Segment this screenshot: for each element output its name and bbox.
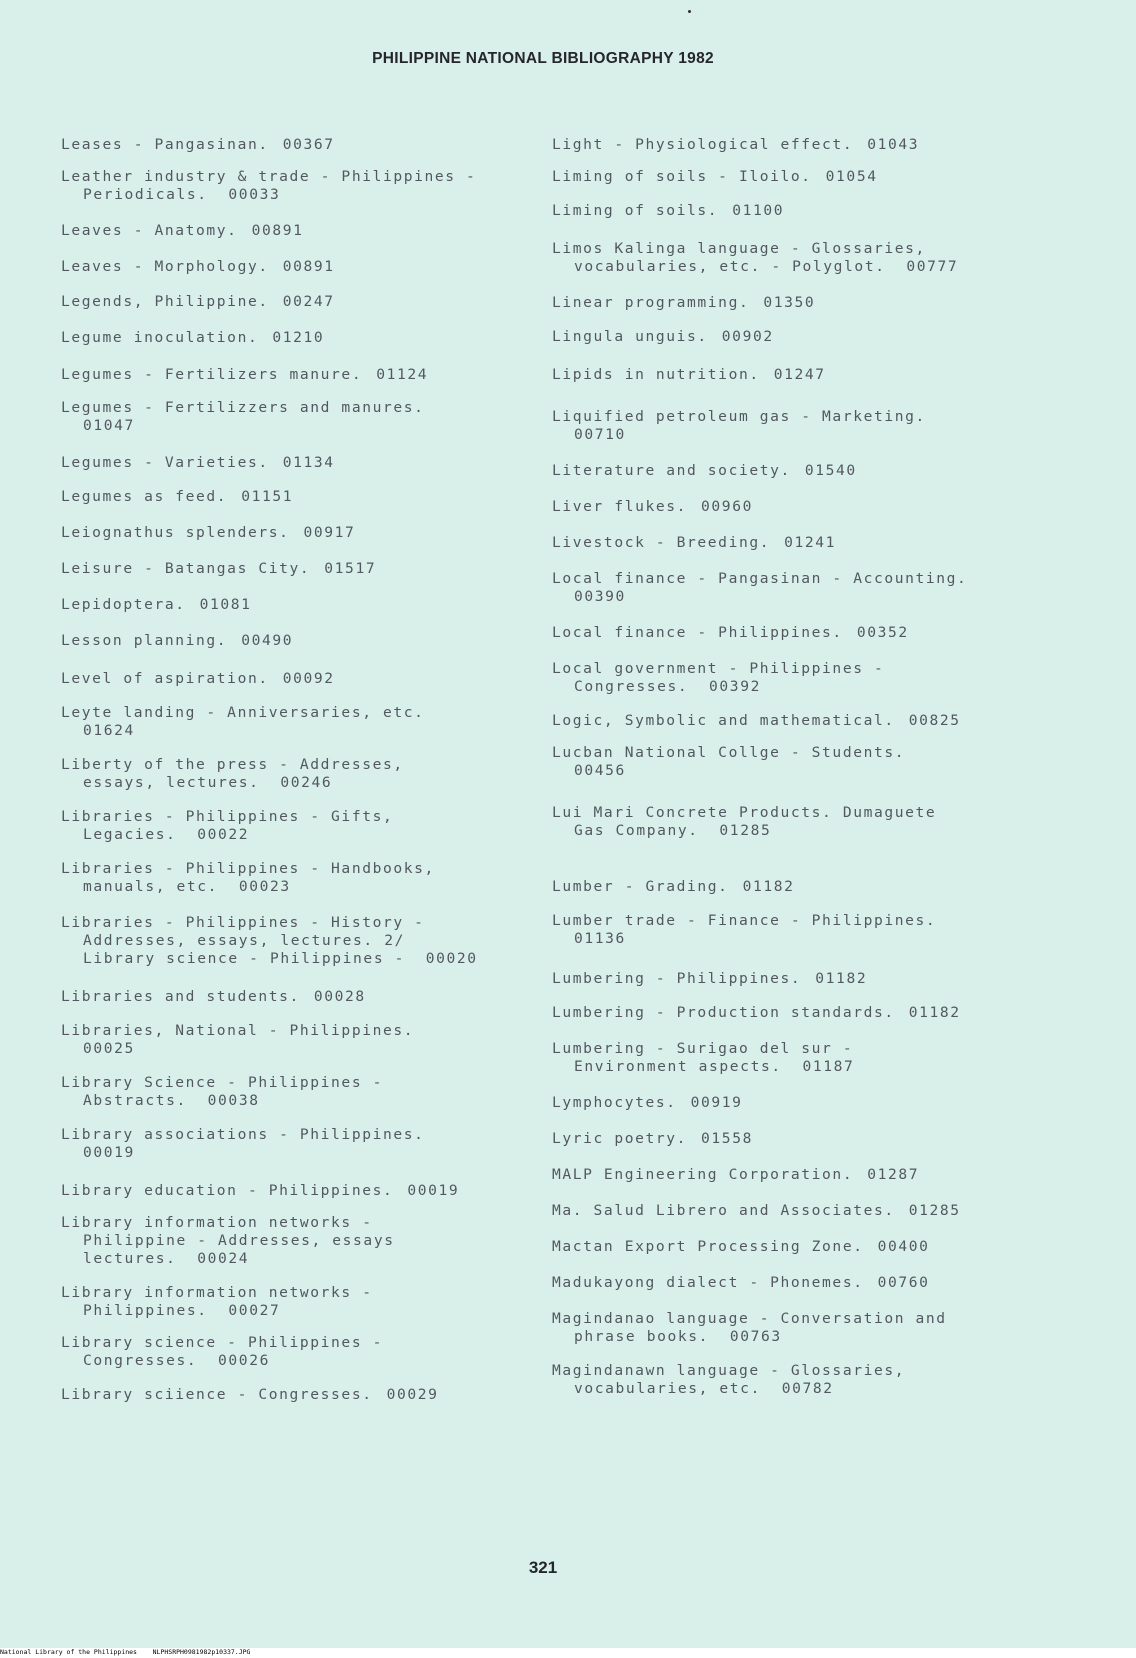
entry-number: 00367 bbox=[282, 136, 335, 153]
index-entry bbox=[552, 1166, 919, 1184]
entry-term: Libraries - Philippines - Gifts, bbox=[61, 808, 394, 825]
entry-term: Lipids in nutrition. bbox=[552, 366, 760, 383]
entry-term: Ma. Salud Librero and Associates. bbox=[552, 1202, 895, 1219]
entry-term: Liming of soils - Iloilo. bbox=[552, 168, 812, 185]
index-entry bbox=[552, 1094, 743, 1112]
entry-continuation: Philippines. bbox=[83, 1302, 208, 1319]
entry-number: 00020 bbox=[425, 950, 478, 967]
entry-number: 00763 bbox=[729, 1328, 782, 1345]
entry-number: 00710 bbox=[574, 426, 626, 443]
entry-number: 00092 bbox=[282, 670, 335, 687]
entry-number: 00919 bbox=[690, 1094, 743, 1111]
entry-term: Libraries - Philippines - Handbooks, bbox=[61, 860, 435, 877]
index-entry bbox=[552, 534, 836, 552]
entry-term: Legume inoculation. bbox=[61, 329, 259, 346]
entry-continuation: lectures. bbox=[83, 1250, 177, 1267]
entry-number: 00022 bbox=[197, 826, 250, 843]
entry-term: Library Science - Philippines - bbox=[61, 1074, 383, 1091]
footer-library: National Library of the Philippines bbox=[0, 1648, 137, 1656]
entry-term: Linear programming. bbox=[552, 294, 750, 311]
entry-term: Library sciience - Congresses. bbox=[61, 1386, 373, 1403]
entry-number: 01136 bbox=[574, 930, 626, 947]
index-entry bbox=[552, 462, 857, 480]
index-entry bbox=[61, 1284, 373, 1320]
index-entry bbox=[61, 293, 335, 311]
entry-term: Lepidoptera. bbox=[61, 596, 186, 613]
index-entry bbox=[552, 744, 905, 780]
entry-continuation: Legacies. bbox=[83, 826, 177, 843]
index-entry bbox=[61, 258, 335, 276]
entry-term: Library information networks - bbox=[61, 1284, 373, 1301]
entry-number: 00760 bbox=[877, 1274, 930, 1291]
entry-term: Livestock - Breeding. bbox=[552, 534, 771, 551]
index-entry bbox=[552, 878, 795, 896]
entry-number: 00024 bbox=[197, 1250, 250, 1267]
entry-number: 00019 bbox=[407, 1182, 460, 1199]
index-entry bbox=[552, 366, 826, 384]
entry-continuation: phrase books. bbox=[574, 1328, 710, 1345]
index-entry bbox=[552, 328, 774, 346]
entry-term: Leisure - Batangas City. bbox=[61, 560, 311, 577]
scan-footer bbox=[0, 1648, 250, 1656]
entry-number: 00019 bbox=[83, 1144, 135, 1161]
index-entry bbox=[61, 860, 435, 896]
entry-continuation: essays, lectures. bbox=[83, 774, 260, 791]
index-entry bbox=[552, 408, 926, 444]
index-entry bbox=[552, 202, 784, 220]
entry-term: Lesson planning. bbox=[61, 632, 228, 649]
entry-term: Local government - Philippines - bbox=[552, 660, 885, 677]
index-entry bbox=[552, 712, 961, 730]
entry-number: 01182 bbox=[815, 970, 868, 987]
entry-number: 00825 bbox=[908, 712, 961, 729]
index-entry bbox=[552, 1310, 947, 1346]
entry-term: Library science - Philippines - bbox=[61, 1334, 383, 1351]
entry-number: 01558 bbox=[701, 1130, 753, 1147]
index-entry bbox=[61, 914, 478, 968]
entry-continuation: Periodicals. bbox=[83, 186, 208, 203]
index-entry bbox=[61, 329, 324, 347]
entry-number: 00392 bbox=[709, 678, 761, 695]
entry-continuation: Library science - Philippines - bbox=[83, 950, 405, 967]
entry-continuation: manuals, etc. bbox=[83, 878, 219, 895]
index-entry bbox=[61, 808, 393, 844]
entry-continuation: Philippine - Addresses, essays bbox=[83, 1232, 395, 1249]
entry-term: Lumber trade - Finance - Philippines. bbox=[552, 912, 937, 929]
index-entry bbox=[61, 399, 425, 435]
entry-number: 01247 bbox=[773, 366, 826, 383]
entry-continuation: Addresses, essays, lectures. 2/ bbox=[83, 932, 405, 949]
entry-term: Leiognathus splenders. bbox=[61, 524, 290, 541]
index-entry bbox=[552, 570, 967, 606]
entry-number: 01047 bbox=[83, 417, 135, 434]
index-entry bbox=[552, 970, 867, 988]
entry-term: Lymphocytes. bbox=[552, 1094, 677, 1111]
entry-number: 01350 bbox=[763, 294, 816, 311]
entry-continuation: Abstracts. bbox=[83, 1092, 187, 1109]
entry-term: Local finance - Pangasinan - Accounting. bbox=[552, 570, 968, 587]
index-entry bbox=[552, 240, 958, 276]
entry-number: 00960 bbox=[701, 498, 753, 515]
entry-term: Liberty of the press - Addresses, bbox=[61, 756, 404, 773]
index-entry bbox=[61, 596, 252, 614]
entry-number: 00782 bbox=[781, 1380, 834, 1397]
index-entry bbox=[552, 1362, 905, 1398]
entry-number: 00490 bbox=[241, 632, 294, 649]
index-entry bbox=[61, 136, 335, 154]
entry-number: 01540 bbox=[804, 462, 857, 479]
index-entry bbox=[552, 1040, 854, 1076]
entry-term: Legumes - Fertilizers manure. bbox=[61, 366, 363, 383]
entry-number: 00038 bbox=[207, 1092, 260, 1109]
entry-number: 00891 bbox=[251, 222, 304, 239]
entry-term: Literature and society. bbox=[552, 462, 791, 479]
entry-term: Liver flukes. bbox=[552, 498, 688, 515]
entry-term: Library education - Philippines. bbox=[61, 1182, 394, 1199]
entry-term: Limos Kalinga language - Glossaries, bbox=[552, 240, 926, 257]
entry-number: 01517 bbox=[324, 560, 377, 577]
entry-term: Lingula unguis. bbox=[552, 328, 708, 345]
index-entry bbox=[552, 1130, 753, 1148]
entry-number: 01054 bbox=[825, 168, 878, 185]
index-entry bbox=[61, 560, 376, 578]
entry-continuation: Congresses. bbox=[83, 1352, 198, 1369]
entry-number: 00456 bbox=[574, 762, 626, 779]
entry-number: 00400 bbox=[877, 1238, 930, 1255]
entry-term: Local finance - Philippines. bbox=[552, 624, 843, 641]
entry-term: Mactan Export Processing Zone. bbox=[552, 1238, 864, 1255]
entry-number: 00247 bbox=[282, 293, 335, 310]
index-entry bbox=[552, 804, 936, 840]
entry-term: Leases - Pangasinan. bbox=[61, 136, 269, 153]
entry-number: 01285 bbox=[908, 1202, 961, 1219]
index-entry bbox=[61, 704, 425, 740]
entry-term: Lumbering - Surigao del sur - bbox=[552, 1040, 854, 1057]
entry-term: Magindanawn language - Glossaries, bbox=[552, 1362, 906, 1379]
index-entry bbox=[552, 660, 884, 696]
entry-term: MALP Engineering Corporation. bbox=[552, 1166, 854, 1183]
entry-term: Library associations - Philippines. bbox=[61, 1126, 425, 1143]
entry-number: 00029 bbox=[386, 1386, 439, 1403]
entry-number: 01081 bbox=[199, 596, 252, 613]
entry-number: 00917 bbox=[303, 524, 356, 541]
index-entry bbox=[552, 498, 753, 516]
entry-term: Legends, Philippine. bbox=[61, 293, 269, 310]
entry-term: Library information networks - bbox=[61, 1214, 373, 1231]
footer-file-id: NLPHSRPH0981982p10337.JPG bbox=[152, 1648, 251, 1656]
entry-number: 00352 bbox=[856, 624, 909, 641]
entry-term: Magindanao language - Conversation and bbox=[552, 1310, 947, 1327]
entry-term: Leyte landing - Anniversaries, etc. bbox=[61, 704, 425, 721]
index-entry bbox=[61, 366, 428, 384]
entry-term: Level of aspiration. bbox=[61, 670, 269, 687]
entry-number: 01285 bbox=[719, 822, 772, 839]
index-entry bbox=[61, 1074, 383, 1110]
entry-number: 00027 bbox=[228, 1302, 281, 1319]
entry-number: 01187 bbox=[802, 1058, 855, 1075]
entry-number: 00033 bbox=[228, 186, 281, 203]
entry-number: 00891 bbox=[282, 258, 335, 275]
index-entry bbox=[61, 632, 293, 650]
index-entry bbox=[552, 1004, 961, 1022]
index-entry bbox=[61, 1022, 414, 1058]
entry-number: 00777 bbox=[906, 258, 959, 275]
entry-number: 01151 bbox=[241, 488, 294, 505]
index-entry bbox=[552, 1238, 930, 1256]
entry-number: 00025 bbox=[83, 1040, 135, 1057]
entry-number: 01100 bbox=[732, 202, 785, 219]
index-entry bbox=[552, 136, 919, 154]
entry-term: Liquified petroleum gas - Marketing. bbox=[552, 408, 926, 425]
page-number: 321 bbox=[528, 1558, 558, 1577]
entry-term: Light - Physiological effect. bbox=[552, 136, 854, 153]
entry-continuation: Gas Company. bbox=[574, 822, 699, 839]
entry-number: 01241 bbox=[784, 534, 837, 551]
entry-term: Lumbering - Philippines. bbox=[552, 970, 802, 987]
index-entry bbox=[61, 1126, 425, 1162]
index-entry bbox=[61, 1334, 383, 1370]
index-entry bbox=[61, 1214, 395, 1268]
index-entry bbox=[61, 488, 293, 506]
entry-continuation: Congresses. bbox=[574, 678, 689, 695]
entry-term: Lucban National Collge - Students. bbox=[552, 744, 906, 761]
entry-term: Logic, Symbolic and mathematical. bbox=[552, 712, 895, 729]
index-entry bbox=[61, 756, 404, 792]
entry-continuation: vocabularies, etc. - Polyglot. bbox=[574, 258, 886, 275]
entry-number: 00026 bbox=[218, 1352, 270, 1369]
entry-term: Madukayong dialect - Phonemes. bbox=[552, 1274, 864, 1291]
entry-number: 00902 bbox=[721, 328, 774, 345]
entry-term: Libraries - Philippines - History - bbox=[61, 914, 425, 931]
index-entry bbox=[552, 912, 936, 948]
entry-term: Lyric poetry. bbox=[552, 1130, 688, 1147]
entry-number: 01182 bbox=[742, 878, 795, 895]
entry-term: Leaves - Morphology. bbox=[61, 258, 269, 275]
entry-term: Legumes - Fertilizzers and manures. bbox=[61, 399, 425, 416]
index-entry bbox=[552, 168, 878, 186]
entry-continuation: Environment aspects. bbox=[574, 1058, 782, 1075]
stray-mark bbox=[688, 10, 691, 13]
entry-term: Lumbering - Production standards. bbox=[552, 1004, 895, 1021]
entry-number: 00390 bbox=[574, 588, 626, 605]
entry-term: Leaves - Anatomy. bbox=[61, 222, 238, 239]
index-entry bbox=[61, 670, 335, 688]
entry-term: Legumes as feed. bbox=[61, 488, 228, 505]
entry-number: 00023 bbox=[238, 878, 291, 895]
index-entry bbox=[61, 524, 355, 542]
entry-number: 01182 bbox=[908, 1004, 961, 1021]
index-entry bbox=[61, 222, 304, 240]
entry-term: Lumber - Grading. bbox=[552, 878, 729, 895]
index-entry bbox=[61, 168, 476, 204]
entry-number: 01624 bbox=[83, 722, 135, 739]
index-entry bbox=[552, 1274, 930, 1292]
entry-number: 00246 bbox=[280, 774, 333, 791]
entry-term: Liming of soils. bbox=[552, 202, 719, 219]
entry-term: Legumes - Varieties. bbox=[61, 454, 269, 471]
entry-term: Leather industry & trade - Philippines - bbox=[61, 168, 477, 185]
entry-number: 01124 bbox=[376, 366, 429, 383]
page-title: PHILIPPINE NATIONAL BIBLIOGRAPHY 1982 bbox=[372, 50, 714, 67]
index-entry bbox=[61, 988, 366, 1006]
entry-number: 01134 bbox=[282, 454, 335, 471]
entry-number: 01210 bbox=[272, 329, 325, 346]
entry-continuation: vocabularies, etc. bbox=[574, 1380, 761, 1397]
index-entry bbox=[61, 1182, 459, 1200]
entry-term: Libraries, National - Philippines. bbox=[61, 1022, 415, 1039]
entry-number: 01043 bbox=[867, 136, 920, 153]
entry-number: 00028 bbox=[313, 988, 366, 1005]
index-entry bbox=[61, 454, 335, 472]
index-entry bbox=[552, 624, 909, 642]
entry-term: Libraries and students. bbox=[61, 988, 300, 1005]
index-entry bbox=[552, 1202, 961, 1220]
index-entry bbox=[61, 1386, 439, 1404]
entry-number: 01287 bbox=[867, 1166, 920, 1183]
entry-term: Lui Mari Concrete Products. Dumaguete bbox=[552, 804, 937, 821]
index-entry bbox=[552, 294, 815, 312]
